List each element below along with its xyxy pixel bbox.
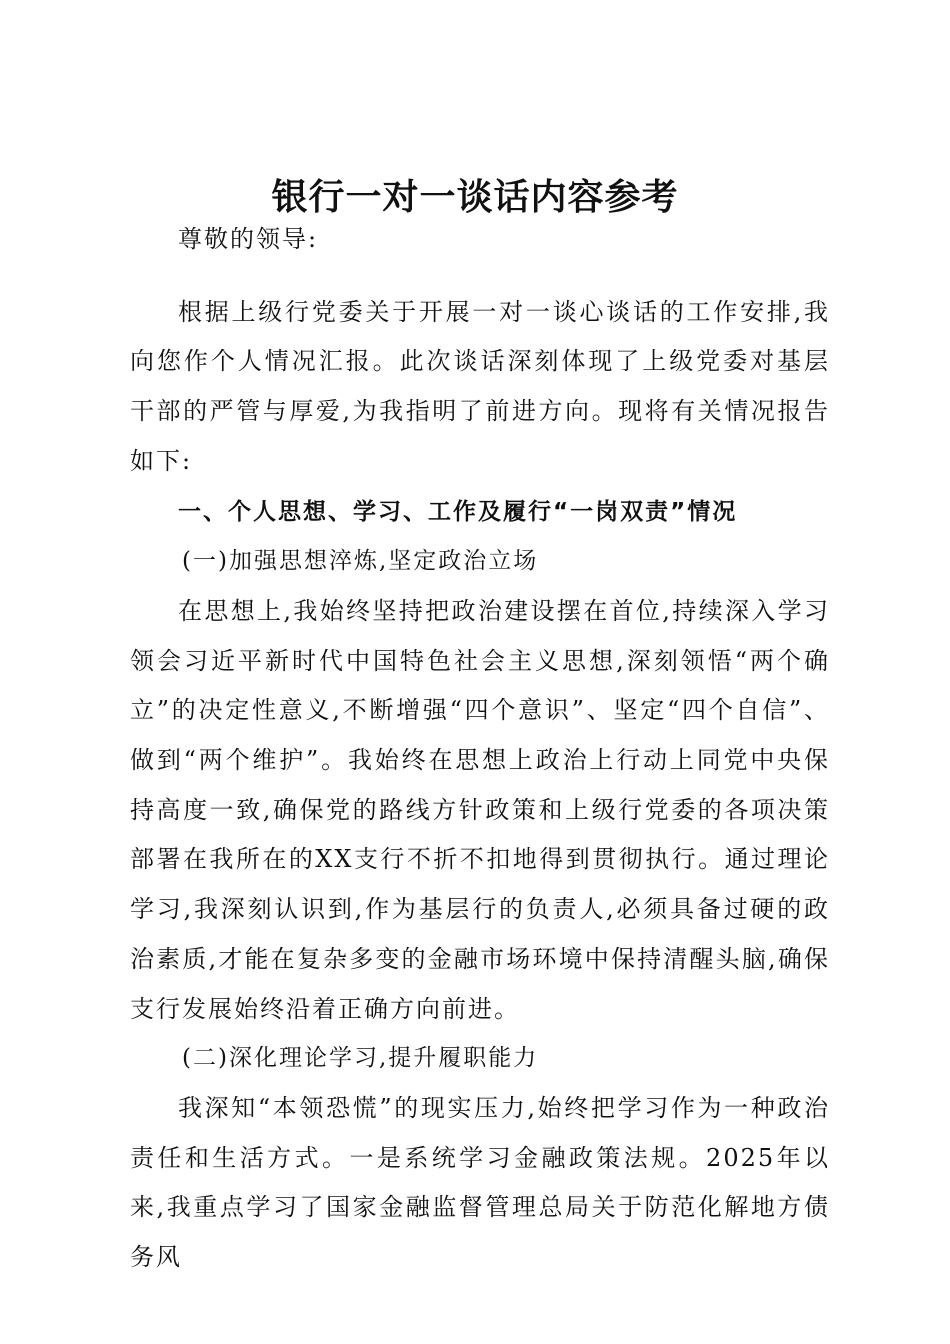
section-heading-1: 一、个人思想、学习、工作及履行“一岗双责”情况 <box>178 498 738 525</box>
document-body <box>130 215 830 1283</box>
salutation: 尊敬的领导: <box>178 225 319 253</box>
document-title: 银行一对一谈话内容参考 <box>271 176 679 218</box>
intro-paragraph: 根据上级行党委关于开展一对一谈心谈话的工作安排,我向您作个人情况汇报。此次谈话深刻体现了上级党委对基层干部的严管与厚爱,为我指明了前进方向。现将有关情况报告如下: <box>130 297 830 475</box>
subsection-heading-1: (一)加强思想淬炼,坚定政治立场 <box>182 548 539 575</box>
subsection-2-paragraph: 我深知“本领恐慌”的现实压力,始终把学习作为一种政治责任和生活方式。一是系统学习金融政策法规。2025年以来,我重点学习了国家金融监督管理总局关于防范化解地方债务风 <box>130 1093 830 1272</box>
subsection-heading-2: (二)深化理论学习,提升履职能力 <box>182 1045 539 1072</box>
subsection-1-paragraph: 在思想上,我始终坚持把政治建设摆在首位,持续深入学习领会习近平新时代中国特色社会主义思想,深刻领悟“两个确立”的决定性意义,不断增强“四个意识”、坚定“四个自信”、做到“两个维护”。我始终在思想上政治上行动上同党中央保持高度一致,确保党的路线方针政策和上级行党委的各项决策部署在我所在的XX支行不折不扣地得到贯彻执行。通过理论学习,我深刻认识到,作为基层行的负责人,必须具备过硬的政治素质,才能在复杂多变的金融市场环境中保持清醒头脑,确保支行发展始终沿着正确方向前进。 <box>130 596 830 1023</box>
